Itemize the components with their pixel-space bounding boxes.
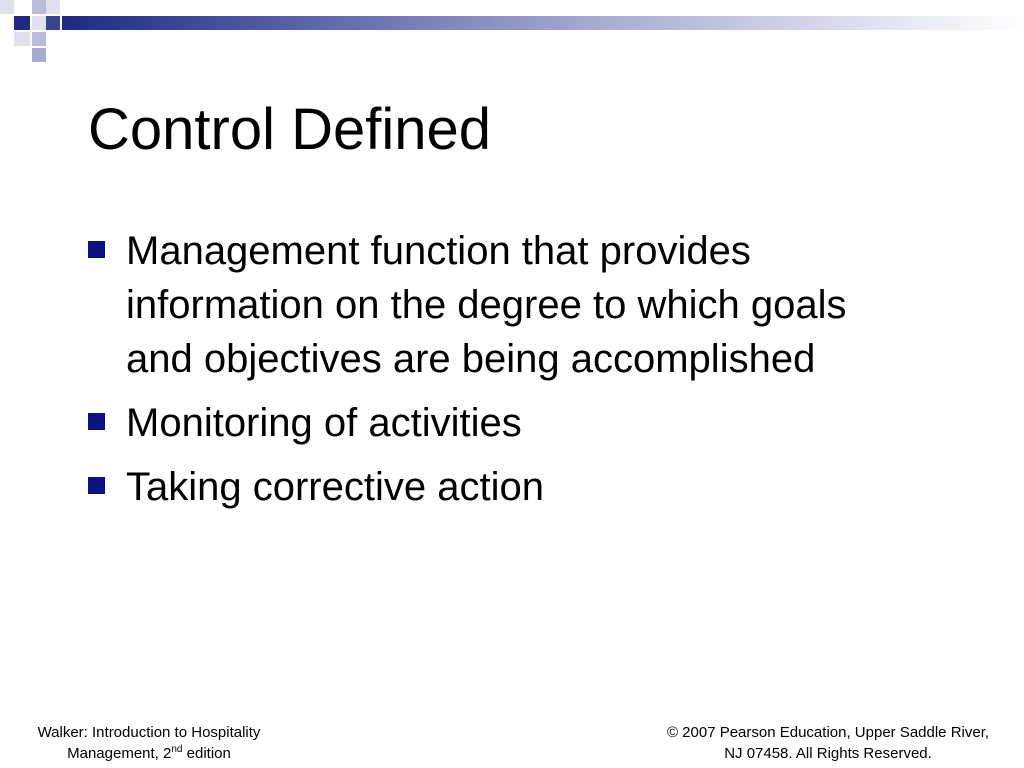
slide-title: Control Defined	[88, 97, 491, 162]
header-gradient-bar	[62, 16, 1024, 30]
footer-left-line2	[14, 743, 284, 764]
bullet-list	[88, 224, 968, 524]
bullet-text: Monitoring of activities	[126, 401, 522, 445]
square-bullet-icon	[88, 241, 105, 258]
footer-left-line2-sup: nd	[171, 744, 183, 755]
list-item	[88, 460, 968, 514]
square-bullet-icon	[88, 477, 105, 494]
footer-left-line2-suffix: edition	[182, 745, 231, 762]
square-bullet-icon	[88, 413, 105, 430]
footer-left-line1: Walker: Introduction to Hospitality	[37, 724, 261, 741]
deco-square	[32, 32, 46, 46]
copyright-line1: © 2007 Pearson Education, Upper Saddle River,	[666, 724, 990, 741]
deco-square	[32, 0, 46, 14]
deco-square	[46, 16, 60, 30]
footer-left	[14, 722, 284, 764]
deco-square	[14, 16, 30, 30]
bullet-text: Management function that provides information on the degree to which goals and objectives are being accomplished	[126, 229, 847, 381]
footer-right	[632, 722, 1024, 764]
deco-square	[32, 16, 46, 30]
list-item	[88, 396, 968, 450]
deco-square	[0, 0, 14, 14]
list-item	[88, 224, 968, 386]
deco-square	[14, 32, 30, 46]
bullet-text: Taking corrective action	[126, 465, 544, 509]
deco-square	[32, 48, 46, 62]
header-decoration	[0, 0, 1024, 64]
deco-square	[46, 0, 60, 14]
copyright-line2: NJ 07458. All Rights Reserved.	[724, 745, 932, 762]
footer-left-line2-prefix: Management, 2	[67, 745, 172, 762]
